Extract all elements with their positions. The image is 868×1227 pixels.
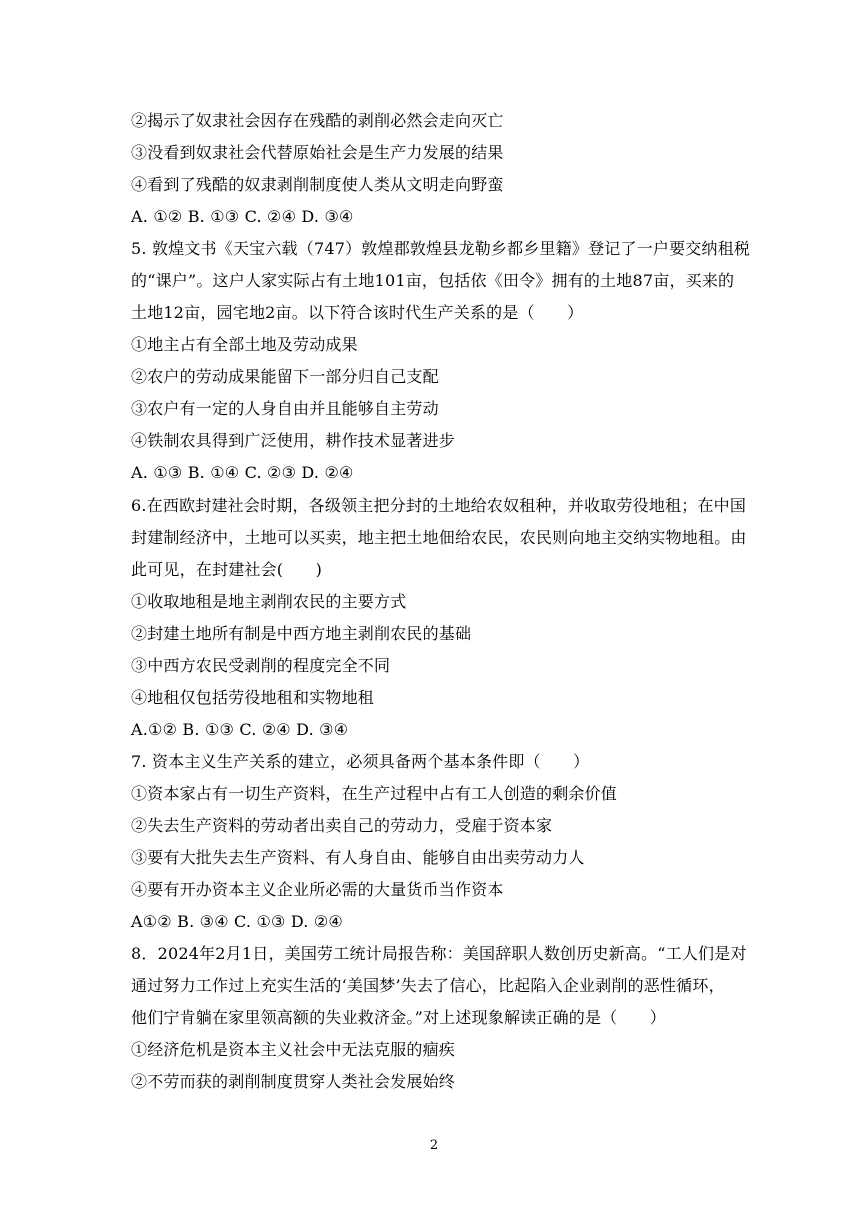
text-line: ①经济危机是资本主义社会中无法克服的痼疾 [131,1040,456,1059]
answer-options: A.①② B. ①③ C. ②④ D. ③④ [131,720,349,739]
text-line: ③要有大批失去生产资料、有人身自由、能够自由出卖劳动力人 [131,848,585,867]
text-line: ②封建土地所有制是中西方地主剥削农民的基础 [131,624,472,643]
text-line: ③中西方农民受剥削的程度完全不同 [131,656,391,675]
answer-options: A. ①③ B. ①④ C. ②③ D. ②④ [131,463,354,482]
text-line: ③没看到奴隶社会代替原始社会是生产力发展的结果 [131,143,504,162]
answer-options: A. ①② B. ①③ C. ②④ D. ③④ [131,207,354,226]
text-line: ④要有开办资本主义企业所必需的大量货币当作资本 [131,880,504,899]
text-line: ②农户的劳动成果能留下一部分归自己支配 [131,367,439,386]
text-line: ②揭示了奴隶社会因存在残酷的剥削必然会走向灭亡 [131,111,504,130]
text-line: ②失去生产资料的劳动者出卖自己的劳动力，受雇于资本家 [131,816,553,835]
text-line: 封建制经济中，土地可以买卖，地主把土地佃给农民，农民则向地主交纳实物地租。由 [131,528,747,547]
text-line: 通过努力工作过上充实生活的‘美国梦’失去了信心，比起陷入企业剥削的恶性循环， [131,976,725,995]
text-line: ③农户有一定的人身自由并且能够自主劳动 [131,399,439,418]
text-line: ④铁制农具得到广泛使用，耕作技术显著进步 [131,431,456,450]
text-line: ④看到了残酷的奴隶剥削制度使人类从文明走向野蛮 [131,175,504,194]
answer-options: A①② B. ③④ C. ①③ D. ②④ [131,912,343,931]
text-line: 此可见，在封建社会( ) [131,560,323,579]
text-line: ④地租仅包括劳役地租和实物地租 [131,688,375,707]
question-8: 8．2024年2月1日，美国劳工统计局报告称：美国辞职人数创历史新高。“工人们是对 [131,944,747,963]
text-line: 的“课户”。这户人家实际占有土地101亩，包括依《田令》拥有的土地87亩，买来的 [131,271,735,290]
question-5: 5. 敦煌文书《天宝六载（747）敦煌郡敦煌县龙勒乡都乡里籍》登记了一户要交纳租税 [131,239,751,258]
text-line: ②不劳而获的剥削制度贯穿人类社会发展始终 [131,1072,456,1091]
text-line: 土地12亩，园宅地2亩。以下符合该时代生产关系的是（ ） [131,303,584,322]
question-6: 6.在西欧封建社会时期，各级领主把分封的土地给农奴租种，并收取劳役地租；在中国 [131,496,747,515]
page-number: 2 [429,1138,439,1153]
question-7: 7. 资本主义生产关系的建立，必须具备两个基本条件即（ ） [131,752,590,771]
text-line: ①地主占有全部土地及劳动成果 [131,335,358,354]
text-line: ①收取地租是地主剥削农民的主要方式 [131,592,407,611]
text-line: 他们宁肯躺在家里领高额的失业救济金。”对上述现象解读正确的是（ ） [131,1008,666,1027]
text-line: ①资本家占有一切生产资料，在生产过程中占有工人创造的剩余价值 [131,784,618,803]
